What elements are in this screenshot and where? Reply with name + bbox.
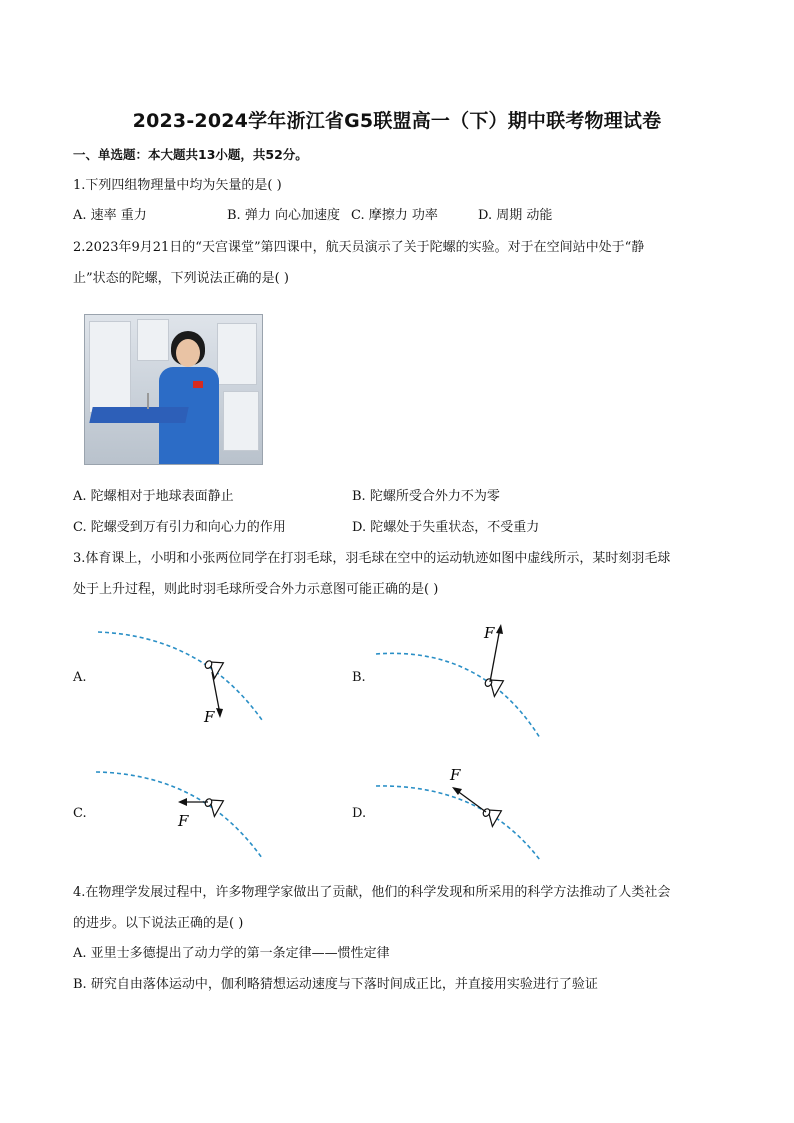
trajectory-curve xyxy=(376,786,540,860)
force-label: F xyxy=(450,766,461,784)
trajectory-curve xyxy=(376,653,540,738)
force-arrow xyxy=(456,790,486,812)
q3-option-c-label: C. xyxy=(73,806,87,821)
trajectory-curve xyxy=(98,632,262,720)
q3-diagram-d xyxy=(372,764,552,864)
force-label: F xyxy=(178,812,189,830)
q3-diagram-c xyxy=(92,764,272,864)
q2-option-d: D. 陀螺处于失重状态，不受重力 xyxy=(352,520,540,535)
q4-option-a: A. 亚里士多德提出了动力学的第一条定律——惯性定律 xyxy=(73,946,390,961)
q3-option-d-label: D. xyxy=(352,806,367,821)
q3-diagram-a xyxy=(92,622,272,732)
shuttlecock-icon xyxy=(481,673,503,696)
q3-stem-line2: 处于上升过程，则此时羽毛球所受合外力示意图可能正确的是( ) xyxy=(73,582,439,597)
force-label: F xyxy=(204,708,215,726)
astronaut-photo xyxy=(84,314,263,465)
q3-diagram-b xyxy=(372,622,552,742)
q4-option-b: B. 研究自由落体运动中，伽利略猜想运动速度与下落时间成正比，并直接用实验进行了验证 xyxy=(73,977,598,992)
q2-option-c: C. 陀螺受到万有引力和向心力的作用 xyxy=(73,520,286,535)
q2-stem-line1: 2.2023年9月21日的“天宫课堂”第四课中，航天员演示了关于陀螺的实验。对于在空间站中处于“静 xyxy=(73,240,645,255)
shuttlecock-icon xyxy=(201,793,223,816)
q3-stem-line1: 3.体育课上，小明和小张两位同学在打羽毛球，羽毛球在空中的运动轨迹如图中虚线所示，某时刻羽毛球 xyxy=(73,551,671,566)
section-heading: 一、单选题：本大题共13小题，共52分。 xyxy=(73,147,308,162)
q3-option-a-label: A. xyxy=(73,670,87,685)
q2-option-a: A. 陀螺相对于地球表面静止 xyxy=(73,489,234,504)
force-label: F xyxy=(484,624,495,642)
q1-option-c: C. 摩擦力 功率 xyxy=(351,208,438,223)
page-title: 2023-2024学年浙江省G5联盟高一（下）期中联考物理试卷 xyxy=(132,110,662,132)
q1-option-a: A. 速率 重力 xyxy=(73,208,147,223)
shuttlecock-icon xyxy=(479,803,501,826)
q1-option-b: B. 弹力 向心加速度 xyxy=(227,208,340,223)
q3-option-b-label: B. xyxy=(352,670,366,685)
q4-stem-line2: 的进步。以下说法正确的是( ) xyxy=(73,916,244,931)
q1-stem: 1.下列四组物理量中均为矢量的是( ) xyxy=(73,178,282,193)
q1-option-d: D. 周期 动能 xyxy=(478,208,553,223)
q2-option-b: B. 陀螺所受合外力不为零 xyxy=(352,489,500,504)
q4-stem-line1: 4.在物理学发展过程中，许多物理学家做出了贡献，他们的科学发现和所采用的科学方法推动了人类社会 xyxy=(73,885,671,900)
q2-stem-line2: 止”状态的陀螺，下列说法正确的是( ) xyxy=(73,271,289,286)
